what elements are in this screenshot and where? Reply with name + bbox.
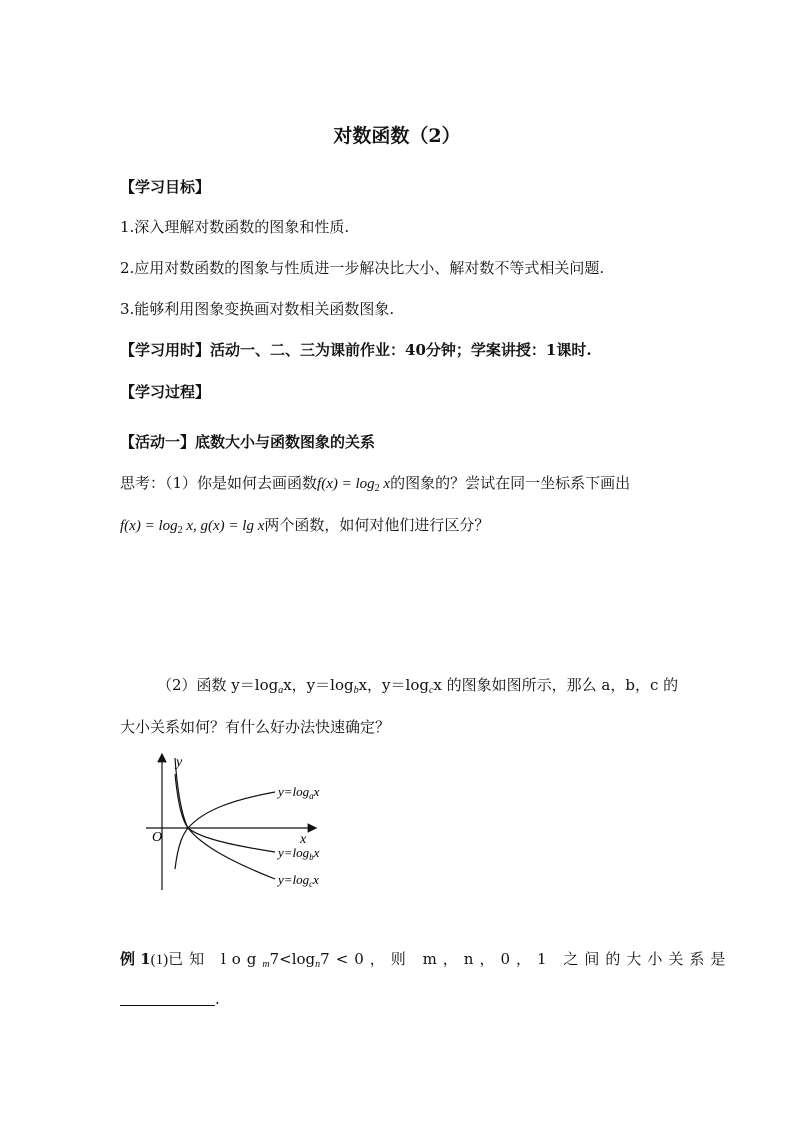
question-1-line-1: [120, 472, 630, 494]
origin-label: O: [152, 830, 163, 845]
curve-log-c: [175, 758, 275, 879]
goals-heading: 【学习目标】: [120, 178, 211, 196]
activity1-heading: 【活动一】底数大小与函数图象的关系: [120, 433, 376, 451]
curve-b-label: $y=\log_bx$: [278, 845, 320, 862]
example-1-text: 已知 $\log_m7<\log_n7<0$，则 m，n，0，1 之间的大小关系是: [168, 950, 732, 970]
example-1-line-2: .: [120, 990, 220, 1008]
q1-line2-suffix: 两个函数，如何对他们进行区分？: [264, 516, 490, 534]
page-title: 对数函数（2）: [333, 125, 461, 147]
example-1-part: (1): [150, 952, 169, 968]
q1-formula: $f(x) = \log_2 x$: [317, 476, 391, 494]
question-1-line-2: [120, 514, 489, 536]
q1-prefix: 思考：（1）你是如何去画函数: [120, 474, 318, 492]
goal-item-2: 2.应用对数函数的图象与性质进一步解决比大小、解对数不等式相关问题.: [120, 259, 605, 277]
example-1-line-1: [120, 948, 732, 970]
time-text: 活动一、二、三为课前作业：40分钟；学案讲授：1课时.: [210, 341, 592, 359]
q1-line2-formula: $f(x) = \log_2 x$, g(x) = lg x: [120, 518, 265, 536]
question-2-line-1: （2）函数 $y=\log_ax$，$y=\log_bx$，$y=\log_cx$ 的图象如图所示，那么 a，b，c 的: [157, 676, 679, 696]
log-graph: [140, 748, 340, 898]
goal-item-3: 3.能够利用图象变换画对数相关函数图象.: [120, 300, 395, 318]
process-heading: 【学习过程】: [120, 383, 211, 401]
x-axis-label: x: [300, 832, 307, 847]
answer-blank[interactable]: [120, 991, 215, 1006]
curve-log-b: [175, 774, 275, 852]
curve-a-label: $y=\log_ax$: [278, 784, 320, 801]
study-time: [120, 339, 592, 360]
question-2-line-2: 大小关系如何？有什么好办法快速确定？: [120, 718, 391, 736]
y-axis-label: y: [176, 755, 183, 770]
goal-item-1: 1.深入理解对数函数的图象和性质.: [120, 218, 350, 236]
example-1-label: 例 1: [120, 950, 151, 968]
curve-c-label: $y=\log_cx$: [278, 872, 319, 889]
time-heading: 【学习用时】: [120, 341, 211, 359]
q1-suffix: 的图象的？尝试在同一坐标系下画出: [390, 474, 631, 492]
